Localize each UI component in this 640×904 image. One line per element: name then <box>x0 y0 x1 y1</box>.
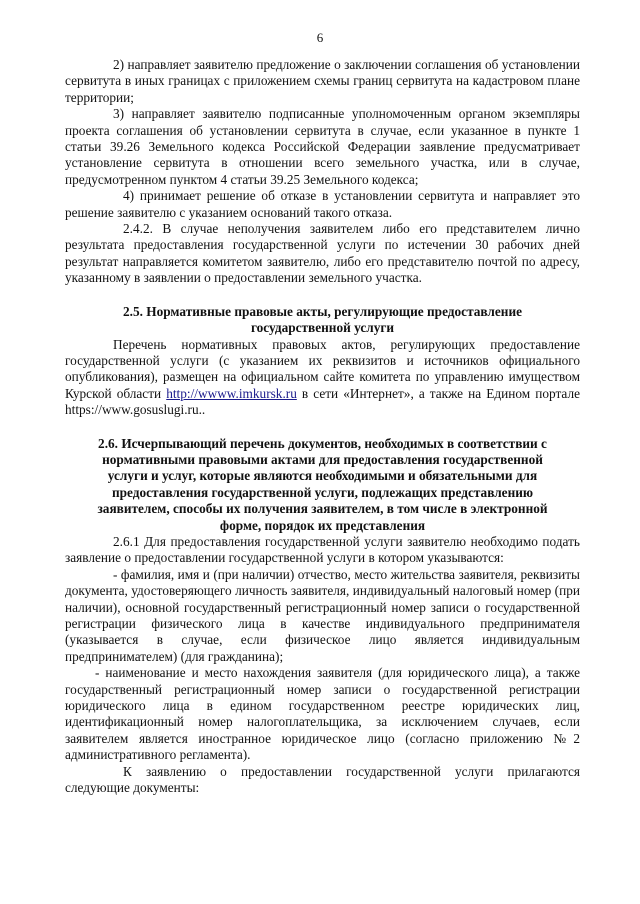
list-item-citizen: - фамилия, имя и (при наличии) отчество, место жительства заявителя, реквизиты документа, удостоверяющего личность заявителя, индивидуальный налоговый номер (при наличии), основной государственный регистрационный номер записи о государственной регистрации физического лица в качестве индивидуального предпринимателя (указывается в случае, если физическое лицо является индивидуальным предпринимателем) (для гражданина); <box>65 566 580 664</box>
section-2-5-heading <box>65 304 580 337</box>
paragraph-item-2: 2) направляет заявителю предложение о заключении соглашения об установлении сервитута в иных границах с приложением схемы границ сервитута на кадастровом плане территории; <box>65 57 580 105</box>
section-heading-line: заявителем, способы их получения заявителем, в том числе в электронной <box>97 501 548 517</box>
paragraph-attachments: К заявлению о предоставлении государственной услуги прилагаются следующие документы: <box>65 763 580 796</box>
section-heading-line: услуги и услуг, которые являются необходимыми и обязательными для <box>107 468 538 484</box>
section-2-6-heading <box>65 436 580 534</box>
text-before-link: Перечень нормативных правовых актов, регулирующих предоставление государственной услуги (с указанием их реквизитов и источников официального опубликования), размещен на официальном сайте комитета по управлению имуществом Курской области <box>65 336 580 401</box>
section-heading-line: государственной услуги <box>250 320 395 336</box>
section-heading-line: нормативными правовыми актами для предоставления государственной <box>102 451 543 467</box>
section-heading-line: предоставления государственной услуги, подлежащих представлению <box>111 484 534 500</box>
website-link[interactable]: http://wwww.imkursk.ru <box>166 385 297 401</box>
paragraph-item-3: 3) направляет заявителю подписанные уполномоченным органом экземпляры проекта соглашения об установлении сервитута в случае, если указанное в пункте 1 статьи 39.26 Земельного кодекса Российской Федерации заявление предусматривает установление сервитута в отношении всего земельного участка, или в случае, предусмотренном пунктом 4 статьи 39.25 Земельного кодекса; <box>65 106 580 187</box>
section-2-5-text <box>65 337 580 419</box>
section-heading-line: 2.5. Нормативные правовые акты, регулирующие предоставление <box>122 303 523 319</box>
section-heading-line: 2.6. Исчерпывающий перечень документов, необходимых в соответствии с <box>98 435 547 451</box>
page-number: 6 <box>316 30 324 45</box>
paragraph-2-6-1: 2.6.1 Для предоставления государственной услуги заявителю необходимо подать заявление о предоставлении государственной услуги в котором указываются: <box>65 533 580 566</box>
document-body <box>65 57 580 796</box>
paragraph-2-4-2: 2.4.2. В случае неполучения заявителем либо его представителем лично результата предоставления государственной услуги по истечении 30 рабочих дней результат направляется комитетом заявителю, либо его представителю почтой по адресу, указанному в заявлении о предоставлении земельного участка. <box>65 221 580 286</box>
section-heading-line: форме, порядок их представления <box>219 517 426 533</box>
text-after-link: в сети «Интернет», а также на Едином портале https://www.gosuslugi.ru.. <box>65 385 580 418</box>
paragraph-item-4: 4) принимает решение об отказе в установлении сервитута и направляет это решение заявителю с указанием оснований такого отказа. <box>65 188 580 220</box>
list-item-legal-entity: - наименование и место нахождения заявителя (для юридического лица), а также государственный регистрационный номер записи о государственной регистрации юридического лица в едином государственном реестре юридических лиц, идентификационный номер налогоплательщика, за исключением случаев, если заявителем является иностранное юридическое лицо (согласно приложению №2 административного регламента). <box>65 665 580 763</box>
